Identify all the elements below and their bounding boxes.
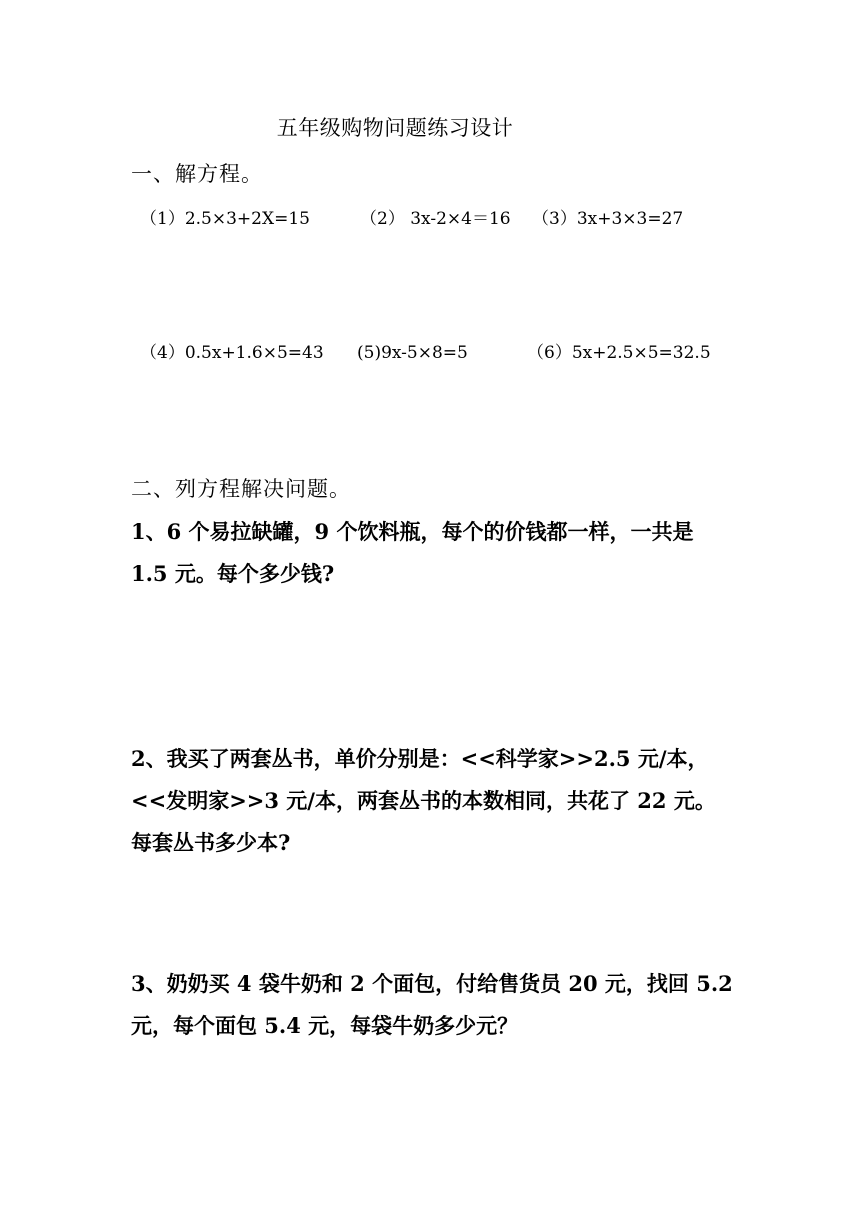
equation-3: （3）3x+3×3=27 (532, 209, 684, 229)
section-heading-equations: 一、解方程。 (131, 162, 263, 186)
word-problem-3-line-1: 3、奶奶买 4 袋牛奶和 2 个面包，付给售货员 20 元，找回 5.2 (131, 971, 733, 996)
page-title: 五年级购物问题练习设计 (276, 116, 514, 140)
word-problem-1 (131, 511, 736, 595)
equation-6: （6）5x+2.5×5=32.5 (527, 343, 711, 363)
word-problem-1-line-1: 1、6 个易拉缺罐，9 个饮料瓶，每个的价钱都一样，一共是 (131, 519, 694, 544)
word-problem-2 (131, 738, 736, 864)
equation-5: (5)9x-5×8=5 (357, 343, 468, 363)
word-problem-3-line-2: 元，每个面包 5.4 元，每袋牛奶多少元？ (131, 1013, 519, 1038)
word-problem-2-line-1: 2、我买了两套丛书，单价分别是：<<科学家>>2.5 元/本， (131, 746, 709, 771)
word-problem-1-line-2: 1.5 元。每个多少钱? (131, 561, 335, 586)
equation-4: （4）0.5x+1.6×5=43 (140, 343, 324, 363)
word-problem-3 (131, 963, 736, 1047)
equation-2: （2） 3x-2×4＝16 (360, 209, 511, 229)
section-heading-word-problems: 二、列方程解决问题。 (131, 477, 351, 501)
word-problem-2-line-3: 每套丛书多少本? (131, 830, 291, 855)
word-problem-2-line-2: <<发明家>>3 元/本，两套丛书的本数相同，共花了 22 元。 (131, 788, 716, 813)
equation-1: （1）2.5×3+2X=15 (140, 209, 310, 229)
